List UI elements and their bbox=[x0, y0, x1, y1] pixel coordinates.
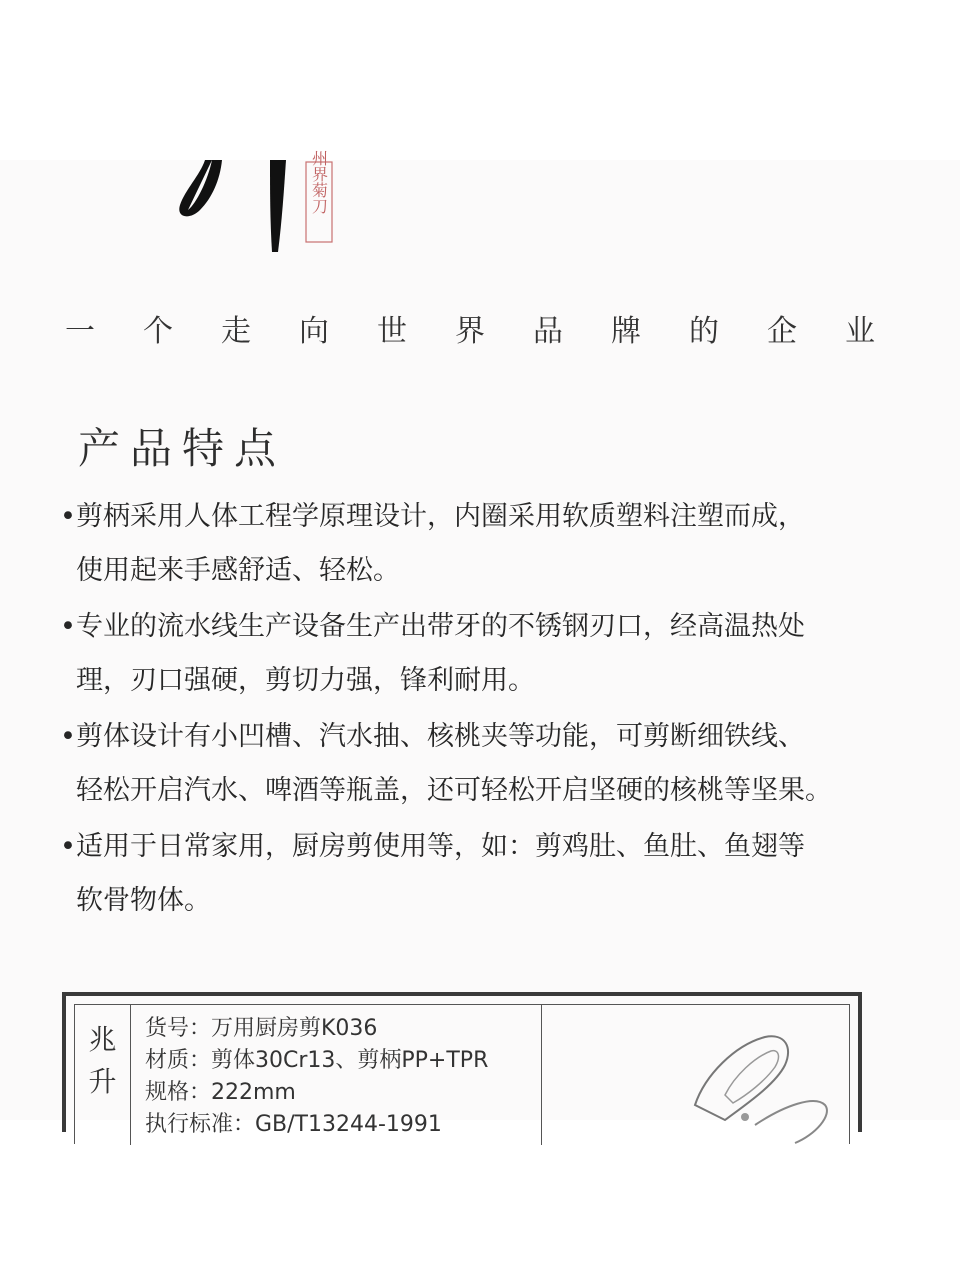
brand-char: 升 bbox=[88, 1065, 117, 1098]
brand-column bbox=[75, 1005, 131, 1145]
seal-text: 州界菊刀 bbox=[309, 150, 329, 214]
brush-stroke-vertical bbox=[270, 160, 286, 252]
slogan-char: 业 bbox=[845, 314, 875, 349]
feature-item bbox=[60, 710, 900, 818]
feature-item bbox=[60, 490, 900, 598]
slogan-char: 向 bbox=[299, 314, 329, 349]
slogan-char: 走 bbox=[221, 314, 251, 349]
spec-lines bbox=[145, 1013, 488, 1141]
bullet: • bbox=[60, 501, 76, 532]
bullet: • bbox=[60, 831, 76, 862]
feature-line: 使用起来手感舒适、轻松。 bbox=[76, 555, 400, 586]
spec-table bbox=[62, 992, 862, 1137]
feature-line: 剪柄采用人体工程学原理设计，内圈采用软质塑料注塑而成， bbox=[76, 501, 805, 532]
feature-line: 剪体设计有小凹槽、汽水抽、核桃夹等功能，可剪断细铁线、 bbox=[76, 721, 805, 752]
feature-line: 专业的流水线生产设备生产出带牙的不锈钢刃口，经高温热处 bbox=[76, 611, 805, 642]
spec-item-no: 货号：万用厨房剪K036 bbox=[145, 1016, 378, 1041]
feature-line: 适用于日常家用，厨房剪使用等，如：剪鸡肚、鱼肚、鱼翅等 bbox=[76, 831, 805, 862]
brush-stroke-loop bbox=[179, 160, 222, 216]
slogan-char: 企 bbox=[767, 314, 797, 349]
section-title: 产品特点 bbox=[78, 424, 287, 473]
brand-char: 兆 bbox=[88, 1023, 117, 1056]
bullet: • bbox=[60, 721, 76, 752]
slogan-char: 品 bbox=[533, 314, 563, 349]
spec-table-inner bbox=[74, 1004, 850, 1144]
spec-size: 规格：222mm bbox=[145, 1080, 296, 1105]
feature-line: 软骨物体。 bbox=[76, 885, 211, 916]
feature-line: 理，刃口强硬，剪切力强，锋利耐用。 bbox=[76, 665, 535, 696]
bullet: • bbox=[60, 611, 76, 642]
feature-item bbox=[60, 820, 900, 928]
slogan-char: 一 bbox=[65, 314, 95, 349]
spec-material: 材质：剪体30Cr13、剪柄PP+TPR bbox=[145, 1048, 489, 1073]
slogan-char: 个 bbox=[143, 314, 173, 349]
feature-line: 轻松开启汽水、啤酒等瓶盖，还可轻松开启坚硬的核桃等坚果。 bbox=[76, 775, 832, 806]
slogan-char: 的 bbox=[689, 314, 719, 349]
feature-list bbox=[60, 490, 900, 928]
feature-item bbox=[60, 600, 900, 708]
slogan-char: 牌 bbox=[611, 314, 641, 349]
slogan-char: 世 bbox=[377, 314, 407, 349]
spec-standard: 执行标准：GB/T13244-1991 bbox=[145, 1112, 442, 1137]
slogan-char: 界 bbox=[455, 314, 485, 349]
product-sheet bbox=[0, 150, 960, 1137]
slogan bbox=[60, 312, 880, 352]
scissors-illustration bbox=[675, 1025, 875, 1145]
calligraphy-artwork bbox=[0, 150, 960, 420]
image-divider bbox=[541, 1005, 542, 1145]
